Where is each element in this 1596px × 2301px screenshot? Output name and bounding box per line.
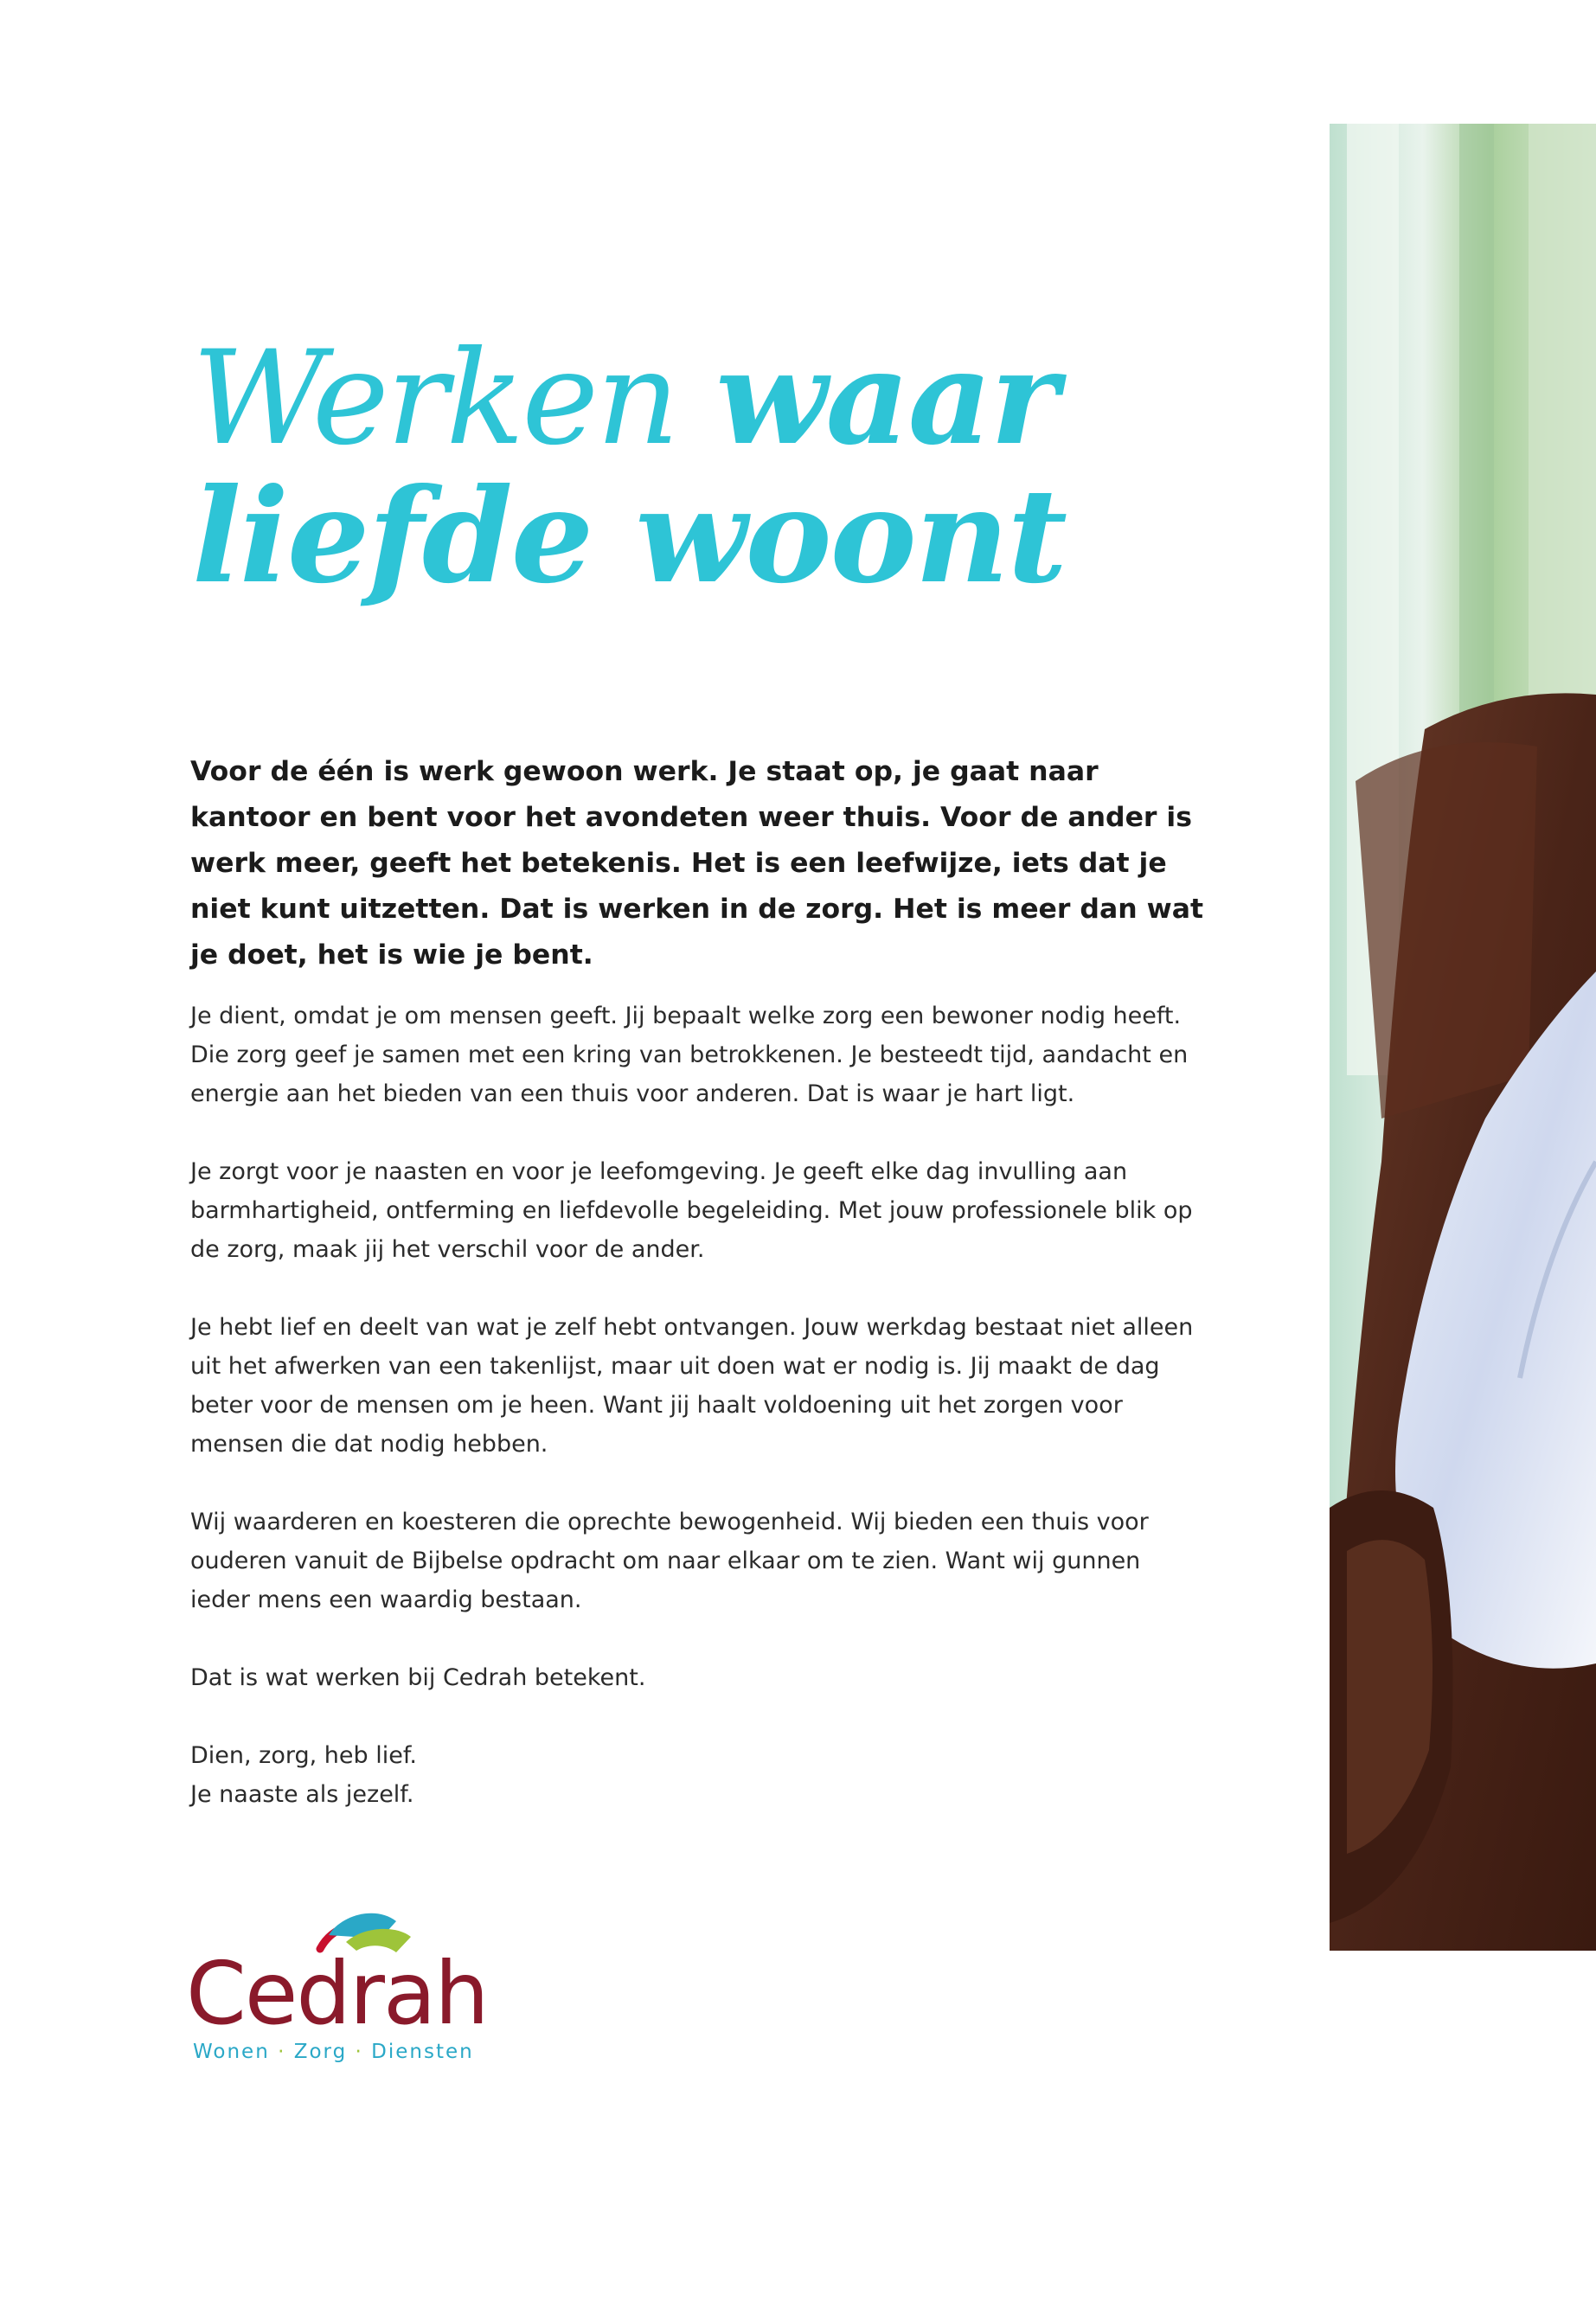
body-paragraph: Wij waarderen en koesteren die oprechte bewogenheid. Wij bieden een thuis voor ouderen vanuit de Bijbelse opdracht om naar elkaar om te zien. Want wij gunnen ieder mens een waardig bestaan. — [190, 1509, 1149, 1613]
tagline-zorg: Zorg — [293, 2041, 348, 2063]
logo-tagline — [193, 2041, 474, 2063]
body-paragraph: Je zorgt voor je naasten en voor je leefomgeving. Je geeft elke dag invulling aan barmhartigheid, ontferming en liefdevolle begeleiding. Met jouw professionele blik op de zorg, maak jij het verschil voor de ander. — [190, 1158, 1193, 1263]
body-paragraph: Je dient, omdat je om mensen geeft. Jij bepaalt welke zorg een bewoner nodig heeft. Die zorg geef je samen met een kring van betrokkenen. Je besteedt tijd, aandacht en energie aan het bieden van een thuis voor anderen. Dat is waar je hart ligt. — [190, 1003, 1189, 1107]
logo-wordmark: Cedrah — [186, 1943, 488, 2044]
headline-light-text: Werken — [192, 324, 716, 474]
body-paragraph: Dat is wat werken bij Cedrah betekent. — [190, 1664, 646, 1691]
cedrah-logo — [186, 1899, 497, 2072]
photo-caregiver — [1330, 124, 1596, 1951]
tagline-separator: · — [278, 2041, 286, 2063]
headline-line-2 — [192, 460, 1273, 612]
headline-line-1 — [192, 322, 1273, 474]
body-text — [190, 997, 1202, 1814]
body-paragraph: Je hebt lief en deelt van wat je zelf hebt ontvangen. Jouw werkdag bestaat niet alleen uit het afwerken van een takenlijst, maar uit doen wat er nodig is. Jij maakt de dag beter voor de mensen om je heen. Want jij haalt voldoening uit het zorgen voor mensen die dat nodig hebben. — [190, 1314, 1194, 1458]
closing-line-2: Je naaste als jezelf. — [190, 1781, 414, 1808]
page-title — [192, 322, 1273, 612]
photo-illustration — [1330, 124, 1596, 1951]
closing-lines — [190, 1736, 1202, 1814]
intro-paragraph: Voor de één is werk gewoon werk. Je staat op, je gaat naar kantoor en bent voor het avondeten weer thuis. Voor de ander is werk meer, geeft het betekenis. Het is een leefwijze, iets dat je niet kunt uitzetten. Dat is werken in de zorg. Het is meer dan wat je doet, het is wie je bent. — [190, 756, 1204, 971]
tagline-diensten: Diensten — [371, 2041, 474, 2063]
headline-bold-text-2: liefde woont — [192, 460, 1067, 612]
headline-bold-text: waar — [715, 322, 1057, 474]
tagline-separator: · — [355, 2041, 363, 2063]
tagline-wonen: Wonen — [193, 2041, 270, 2063]
closing-line-1: Dien, zorg, heb lief. — [190, 1742, 417, 1769]
